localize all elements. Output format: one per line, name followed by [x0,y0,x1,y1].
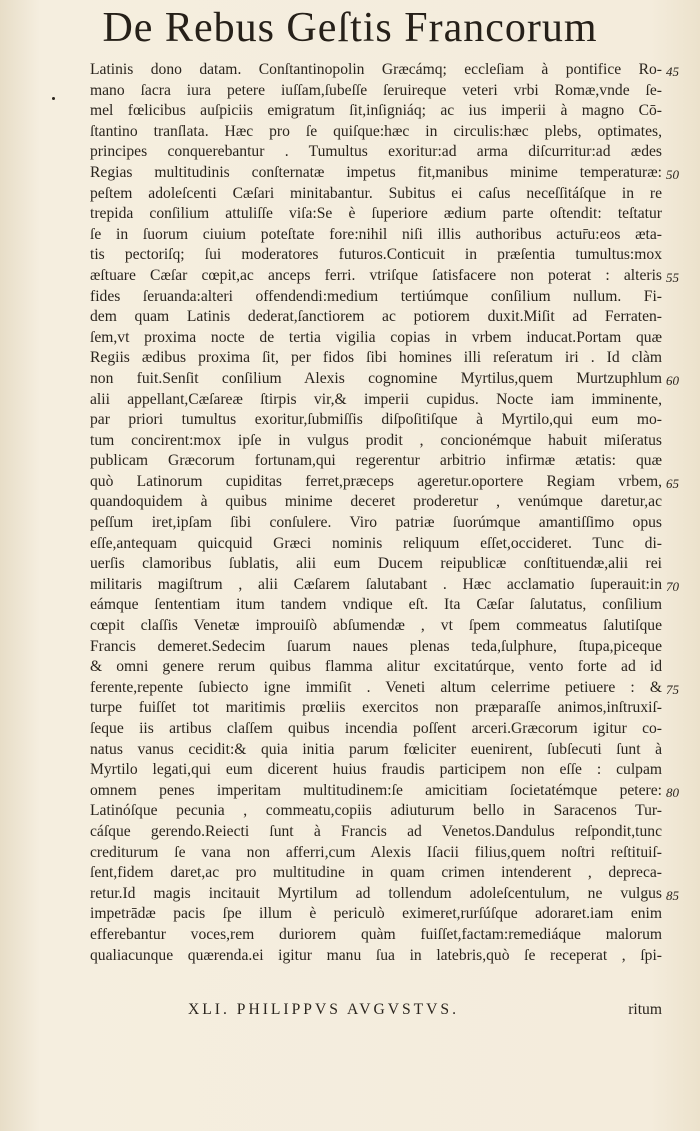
margin-number: 50 [666,167,679,182]
text-line: eſſe,antequam quicquid Græci nominis reliquum eſſet,occideret. Tunc di- [90,534,662,552]
text-line: & omni genere rerum quibus flamma alitur excitatúrque, vento forte ad id [90,658,662,676]
margin-number: 45 [666,64,679,79]
text-line: quò Latinorum cupiditas ferret,præceps ageretur.oportere Regiam vrbem, [90,472,662,490]
text-line: Myrtilo legati,qui eum dicerent huius fraudis participem non eſſe : culpam [90,761,662,779]
margin-number: 85 [666,888,679,903]
text-line: non fuit.Senſit conſilium Alexis cognomine Myrtilus,quem Murtzuphlum [90,369,662,387]
text-line: Latinóſque pecunia , commeatu,copiis adiuturum bello in Saracenos Tur- [90,802,662,820]
page-footer [90,1001,662,1023]
text-line: peſtem adoleſcenti Cæſari minitabantur. Subitus ei caſus neceſſitáſque in re [90,184,662,202]
text-line: impetrādæ pacis ſpe illum è periculò eximeret,rurſúſque adoraret.iam enim [90,905,662,923]
text-line: tum concirent:mox ipſe in vulgus prodit , concionémque habuit miſeratus [90,431,662,449]
text-line: cœpit claſſis Venetæ improuiſò abſumendæ , vt ſpem commeatus ſalutiſque [90,617,662,635]
text-line: peſſum iret,ipſam ſibi conſulere. Viro patriæ ſuorúmque amantiſſimo opus [90,514,662,532]
signature-mark: XLI. PHILIPPVS AVGVSTVS. [188,1001,460,1018]
margin-number: 75 [666,682,679,697]
text-line: ferente,repente ſubiecto igne immiſit . Veneti altum celerrime petiuere : & [90,678,662,696]
text-line: omnem penes imperitam multitudinem:ſe amicitiam ſocietatémque petere: [90,781,662,799]
text-line: uerſis clamoribus ſublatis, alii eum Ducem reipublicæ conſtituendæ,alii rei [90,555,662,573]
page-title: De Rebus Geſtis Francorum [102,5,598,51]
text-line: Regias multitudinis conſternatæ impetus fit,manibus minime temperaturæ: [90,163,662,181]
text-line: Regiis ædibus proxima ſit, per fidos ſibi homines illi reſeratum iri . Id clàm [90,349,662,367]
text-line: Latinis dono datam. Conſtantinopolin Græcámq; eccleſiam à pontifice Ro- [90,61,662,78]
text-line: tis pectoriſq; ſui moderatores futuros.Conticuit in præſentia tumultus:mox [90,246,662,264]
text-line: trepida conſilium attuliſſe viſa:Se è ſuperiore ædium parte oſtendit: teſtatur [90,205,662,223]
text-line: ſeque iis artibus claſſem quibus incendia poſſent arceri.Græcorum igitur co- [90,720,662,737]
text-line: eámque ſententiam itum tandem vndique eſt. Ita Cæſar ſalutatus, conſilium [90,596,662,614]
text-line: ſent,fidem daret,ac pro multitudine in quam crimen intenderent , depreca- [90,864,662,882]
text-line: ſem,vt proxima nocte de tertia vigilia copias in vrbem inducat.Portam quæ [90,328,662,346]
text-line: principes conquerebantur . Tumultus exoritur:ad arma diſcurritur:ad ædes [90,143,662,161]
text-line: ſe in ſuorum ciuium poteſtate fore:nihil niſi illis authoribus actur̄u:eos æta- [90,225,662,243]
main-text [90,60,662,966]
text-line: qualiacunque quærenda.ei igitur manu ſua in latebris,quò ſe receperat , ſpi- [90,946,662,964]
text-line: efferebantur voces,rem duriorem quàm fuiſſet,factam:remediáque malorum [90,925,662,943]
margin-number: 55 [666,270,679,285]
text-line: par priori tumultus exoritur,ſubmiſſis diſpoſitiſque à Myrtilo,qui eum mo- [90,411,662,429]
catchword: ritum [628,1001,662,1018]
text-line: natus vanus cecidit:& quia initia parum fœliciter euenirent, ſubſecuti ſunt à [90,740,662,758]
text-line: dem quam Latinis dederat,ſanctiorem ac potiorem duxit.Miſit ad Ferraten- [90,308,662,326]
text-line: militaris magiſtrum , alii Cæſarem ſalutabant . Hæc acclamatio ſuperauit:in [90,575,662,593]
text-line: fides ſeruanda:alteri offendendi:medium tertiúmque conſilium nullum. Fi- [90,287,662,305]
text-line: æſtuare Cæſar cœpit,ac anceps ferri. vtriſque ſatisfacere non poterat : alteris [90,266,662,284]
text-line: crediturum ſe vana non afferri,cum Alexis Iſacii filius,quem noſtri reſtituiſ- [90,843,662,861]
margin-number: 65 [666,476,679,491]
text-line: retur.Id magis incitauit Myrtilum ad tollendum adoleſcentulum, ne vulgus [90,884,662,902]
margin-number: 80 [666,785,679,800]
margin-number: 70 [666,579,679,594]
margin-number: 60 [666,373,679,388]
text-line: cáſque gerendo.Reiecti ſunt à Francis ad Venetos.Dandulus reſpondit,tunc [90,822,662,840]
text-line: Francis demeret.Sedecim ſuarum naues plenas teda,ſulphure, ſtupa,piceque [90,637,662,655]
text-line: quandoquidem à quibus minime deceret proderetur , venúmque daretur,ac [90,493,662,511]
text-line: mel fœlicibus auſpiciis emigratum ſit,inſigniáq; ac ius imperii à magno Cō- [90,102,662,120]
ink-dot [52,97,55,100]
text-line: mano ſacra iura petere iuſſam,ſubeſſe ſeruireque veteri vrbi Romæ,vnde ſe- [90,81,662,99]
text-line: publicam Græcorum fortunam,qui regerentur arbitrio infirmæ ætatis: quæ [90,452,662,470]
text-line: ſtantino tranſlata. Hæc pro ſe quiſque:hæc in circulis:hæc plebs, optimates, [90,122,662,140]
text-line: turpe fuiſſet tot maritimis prœliis exercitos non præparaſſe animos,inſtruxiſ- [90,699,662,717]
text-line: alii appellant,Cæſareæ ſtirpis vir,& imperii cupidus. Nocte iam imminente, [90,390,662,408]
